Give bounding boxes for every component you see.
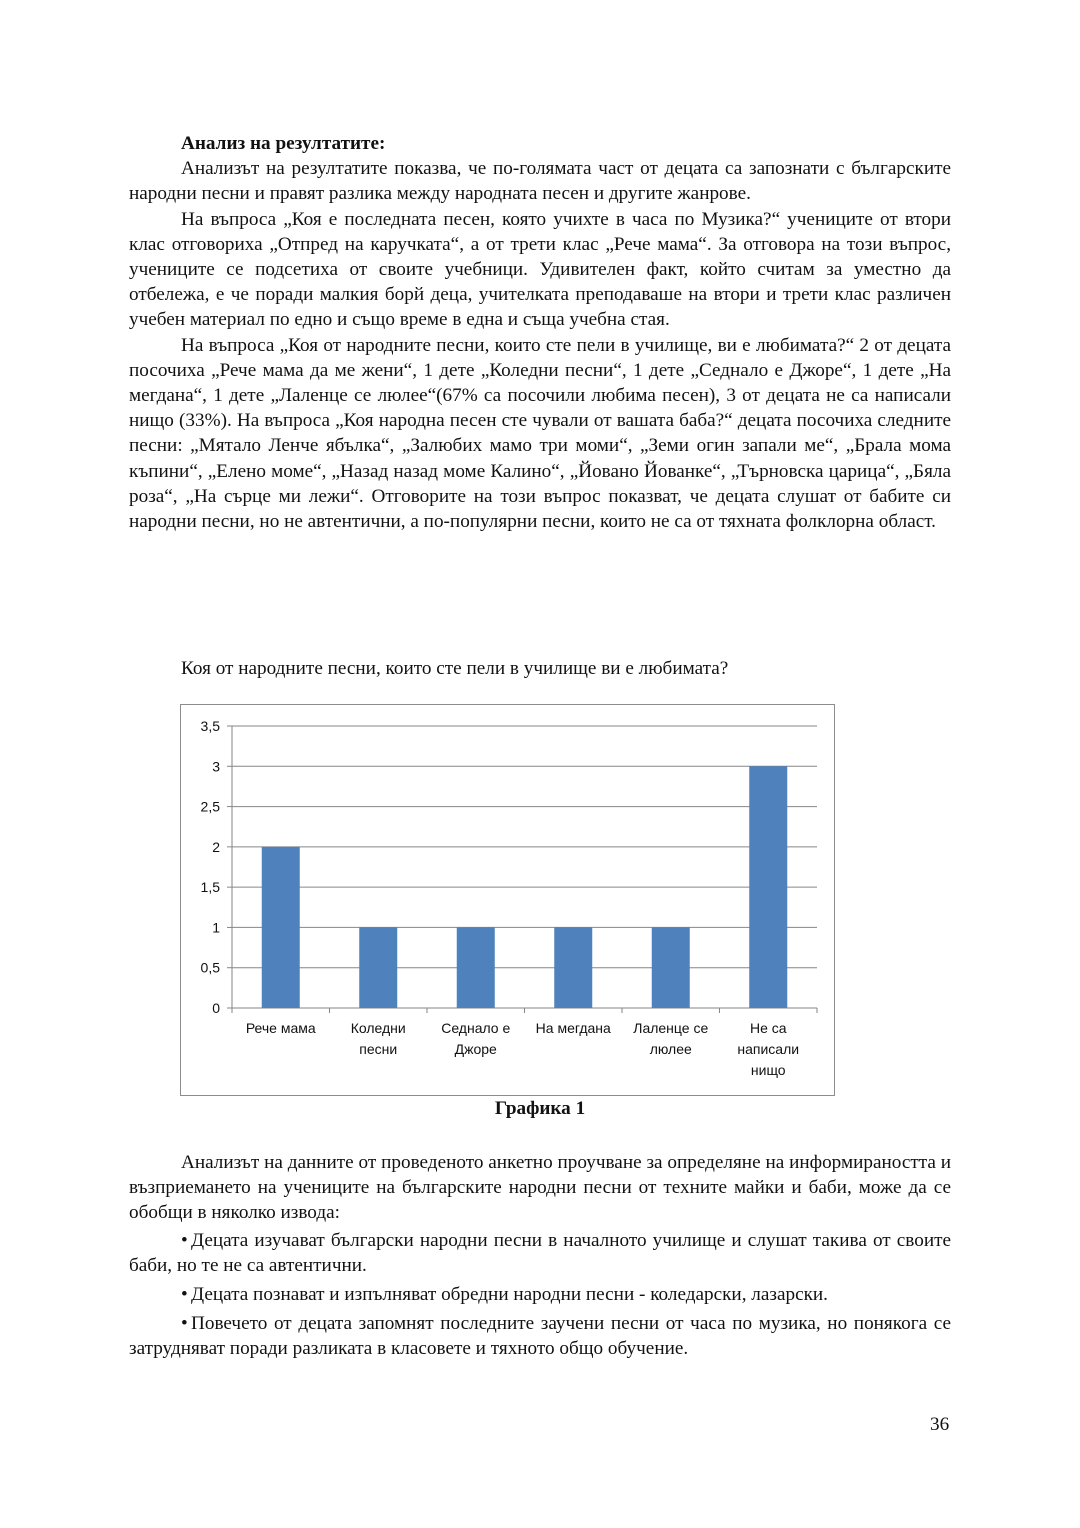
bar-5 bbox=[652, 927, 690, 1008]
x-category-label-line: Седнало е bbox=[441, 1020, 511, 1036]
bullet-text: Повечето от децата запомнят последните заучени песни от часа по музика, но понякога се затрудняват поради разликата в класовете и тяхното общо обучение. bbox=[129, 1313, 951, 1360]
x-category-label bbox=[719, 1018, 817, 1081]
section-heading: Анализ на резултатите: bbox=[181, 133, 386, 154]
y-tick-label: 0,5 bbox=[200, 959, 220, 976]
chart-caption: Графика 1 bbox=[494, 1098, 586, 1119]
x-category-label bbox=[232, 1018, 330, 1039]
paragraph-conclusion-intro: Анализът на данните от проведеното анкетно проучване за определяне на информираността и възприемането на учениците на българските народни песни от техните майки и баби, може да се обобщи в няколко извода: bbox=[129, 1152, 951, 1224]
bullet-text: Децата изучават български народни песни в началното училище и слушат такива от своите баби, но те не са автентични. bbox=[129, 1229, 951, 1276]
x-category-label-line: нищо bbox=[750, 1062, 786, 1078]
bullet-icon: • bbox=[181, 1313, 188, 1335]
x-category-label bbox=[622, 1018, 720, 1060]
x-category-label-line: На мегдана bbox=[535, 1020, 611, 1036]
x-category-label-line: Не са bbox=[749, 1020, 787, 1036]
y-tick-label: 1,5 bbox=[200, 879, 220, 896]
y-tick-label: 2 bbox=[212, 838, 220, 855]
bar-2 bbox=[359, 927, 397, 1008]
bar-1 bbox=[262, 847, 300, 1008]
x-category-label bbox=[329, 1018, 427, 1060]
y-tick-label: 3,5 bbox=[200, 718, 220, 734]
x-category-label bbox=[427, 1018, 525, 1060]
x-category-label-line: Коледни bbox=[350, 1020, 406, 1036]
x-category-label-line: Рече мама bbox=[245, 1020, 316, 1036]
y-tick-label: 3 bbox=[212, 758, 220, 775]
bar-chart bbox=[180, 704, 835, 1096]
bar-6 bbox=[749, 766, 787, 1008]
paragraph-favorite-song: На въпроса „Коя от народните песни, които сте пели в училище, ви е любимата?“ 2 от децата посочиха „Рече мама да ме жени“, 1 дете „Коледни песни“, 1 дете „Седнало е Джоре“, 1 дете „На мегдана“, 1 дете „Лаленце се люлее“(67% са посочили любима песен), 3 от децата не са написали нищо (33%). На въпроса „Коя народна песен сте чували от вашата баба?“ децата посочиха следните песни: „Мятало Ленче ябълка“, „Залюбих мамо три моми“, „Земи огин запали ме“, „Брала мома къпини“, „Елено моме“, „Назад назад моме Калино“, „Йовано Йованке“, „Търновска царица“, „Бяла роза“, „На сърце ми лежи“. Отговорите на този въпрос показват, че децата слушат от бабите си народни песни, но не автентични, а по-популярни песни, които не са от тяхната фолклорна област. bbox=[129, 334, 951, 533]
analysis-section bbox=[129, 131, 951, 534]
y-tick-label: 0 bbox=[212, 1000, 220, 1016]
chart-question: Коя от народните песни, които сте пели в училище ви е любимата? bbox=[181, 658, 729, 679]
x-category-label bbox=[524, 1018, 622, 1039]
x-category-label-line: песни bbox=[359, 1041, 398, 1057]
conclusions-section bbox=[129, 1150, 951, 1362]
paragraph-intro: Анализът на резултатите показва, че по-голямата част от децата са запознати с българските народни песни и правят разлика между народната песен и другите жанрове. bbox=[129, 158, 951, 205]
y-tick-label: 1 bbox=[212, 919, 220, 936]
y-tick-label: 2,5 bbox=[200, 798, 220, 815]
paragraph-last-song: На въпроса „Коя е последната песен, която учихте в часа по Музика?“ учениците от втори клас отговориха „Отпред на каручката“, а от трети клас „Рече мама“. За отговора на този въпрос, учениците се подсетиха от своите учебници. Удивителен факт, който считам за уместно да отбележа, е че поради малкия борй деца, учителката преподаваше на втори и трети клас различен учебен материал по едно и също време в една и съща учебна стая. bbox=[129, 208, 951, 331]
x-category-label-line: люлее bbox=[649, 1041, 692, 1057]
page-number: 36 bbox=[930, 1414, 950, 1435]
bullet-icon: • bbox=[181, 1284, 188, 1306]
bar-3 bbox=[457, 927, 495, 1008]
x-category-label-line: Лаленце се bbox=[633, 1020, 709, 1036]
x-category-label-line: Джоре bbox=[454, 1041, 497, 1057]
bullet-icon: • bbox=[181, 1229, 188, 1251]
bar-4 bbox=[554, 927, 592, 1008]
x-category-label-line: написали bbox=[737, 1041, 800, 1057]
bullet-text: Децата познават и изпълняват обредни народни песни - коледарски, лазарски. bbox=[191, 1284, 828, 1306]
bullet-item bbox=[129, 1282, 951, 1307]
bullet-item bbox=[129, 1311, 951, 1361]
bullet-item bbox=[129, 1228, 951, 1278]
